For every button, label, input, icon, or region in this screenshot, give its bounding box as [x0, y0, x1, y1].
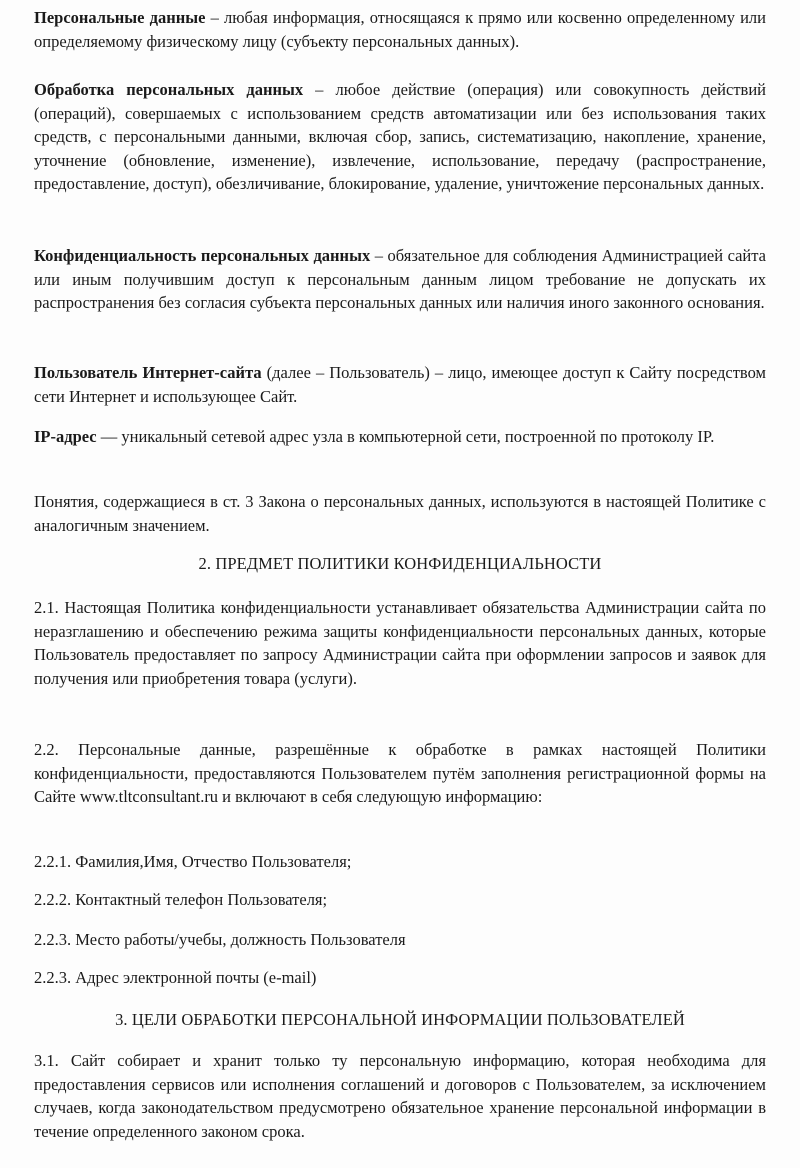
definition-text: – любое действие (операция) или совокупность действий (операций), совершаемых с использованием средств автоматизации или без использования таких средств, с персональными данными, включая сбор, запись, систематизацию, накопление, хранение, уточнение (обновление, изменение), извлечение, использование, передачу (распространение, предоставление, доступ), обезличивание, блокирование, удаление, уничтожение персональных данных. — [34, 80, 766, 194]
paragraph-3-1: 3.1. Сайт собирает и хранит только ту персональную информацию, которая необходима для предоставления сервисов или исполнения соглашений и договоров с Пользователем, за исключением случаев, когда законодательством предусмотрено обязательное хранение персональной информации в течение определенного законом срока. — [34, 1051, 766, 1141]
paragraph-2-2: 2.2. Персональные данные, разрешённые к обработке в рамках настоящей Политики конфиденциальности, предоставляются Пользователем путём заполнения регистрационной формы на Сайте www.tltconsultant.ru и включают в себя следующую информацию: — [34, 740, 766, 807]
definition-text: — уникальный сетевой адрес узла в компьютерной сети, построенной по протоколу IP. — [96, 427, 715, 446]
list-item: 2.2.2. Контактный телефон Пользователя; — [34, 890, 328, 909]
definition-confidentiality — [34, 244, 766, 315]
definition-term: IP-адрес — [34, 427, 97, 446]
definition-personal-data — [34, 6, 766, 53]
definition-term: Пользователь Интернет-сайта — [34, 363, 262, 382]
definition-term: Обработка персональных данных — [34, 80, 304, 99]
definition-ip-address — [34, 425, 766, 449]
definition-text: – обязательное для соблюдения Администрацией сайта или иным получившим доступ к персональным данным лицом требование не допускать их распространения без согласия субъекта персональных данных или наличия иного законного основания. — [34, 246, 766, 313]
list-item: 2.2.3. Место работы/учебы, должность Пользователя — [34, 930, 406, 949]
definition-text: – любая информация, относящаяся к прямо или косвенно определенному или определяемому физическому лицу (субъекту персональных данных). — [34, 8, 766, 51]
list-item: 2.2.3. Адрес электронной почты (e-mail) — [34, 968, 317, 987]
paragraph-2-1: 2.1. Настоящая Политика конфиденциальности устанавливает обязательства Администрации сайта по неразглашению и обеспечению режима защиты конфиденциальности персональных данных, которые Пользователь предоставляет по запросу Администрации сайта при оформлении запросов и заявок для получения или приобретения товара (услуги). — [34, 598, 766, 688]
definition-term: Персональные данные — [34, 8, 206, 27]
definition-processing — [34, 78, 766, 196]
definition-term: Конфиденциальность персональных данных — [34, 246, 371, 265]
definition-text: (далее – Пользователь) – лицо, имеющее доступ к Сайту посредством сети Интернет и использующее Сайт. — [34, 363, 766, 406]
list-item: 2.2.1. Фамилия,Имя, Отчество Пользователя; — [34, 852, 352, 871]
concepts-note: Понятия, содержащиеся в ст. 3 Закона о персональных данных, используются в настоящей Политике с аналогичным значением. — [34, 492, 766, 535]
section-3-heading: 3. ЦЕЛИ ОБРАБОТКИ ПЕРСОНАЛЬНОЙ ИНФОРМАЦИИ ПОЛЬЗОВАТЕЛЕЙ — [115, 1010, 685, 1029]
section-2-heading: 2. ПРЕДМЕТ ПОЛИТИКИ КОНФИДЕНЦИАЛЬНОСТИ — [198, 554, 602, 573]
definition-user — [34, 361, 766, 408]
